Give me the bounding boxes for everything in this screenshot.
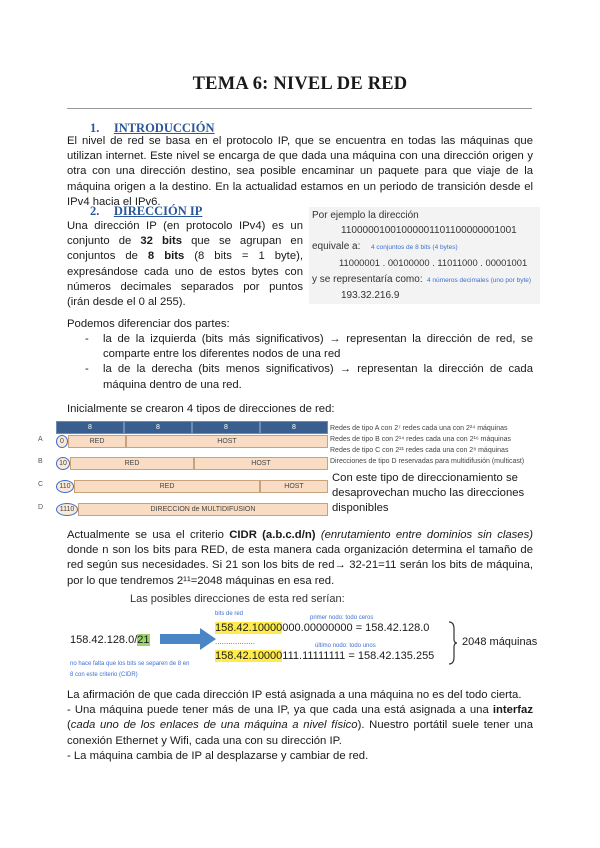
ip-text: Una dirección IP (en protocolo IPv4) es un conjunto de — [67, 220, 303, 248]
class-red-cell: RED — [74, 480, 260, 493]
header-cell: 8 — [192, 421, 260, 434]
ip-example-figure — [309, 207, 540, 304]
first-address-host: 000.00000000 = 158.42.128.0 — [282, 622, 430, 634]
ip-example-binary: 11000001001000001101100000001001 — [341, 225, 517, 236]
class-prefix: 110 — [56, 480, 74, 493]
ip-example-repr-note: 4 números decimales (uno por byte) — [427, 277, 532, 284]
cidr-left-note-text: no hace falta que los bits se separen de 8 en 8 con este criterio (CIDR) — [70, 661, 190, 678]
closing-bold: interfaz — [492, 704, 533, 717]
classes-intro: Inicialmente se crearon 4 tipos de direcciones de red: — [67, 403, 335, 415]
section-number: 2. — [90, 204, 100, 218]
machine-count: 2048 máquinas — [462, 636, 538, 648]
first-address — [215, 622, 429, 634]
cidr-left-note — [70, 657, 190, 679]
closing-line: La afirmación de que cada dirección IP está asignada a una máquina no es del todo cierta. — [67, 689, 522, 701]
class-note: Direcciones de tipo D reservadas para multidifusión (multicast) — [330, 458, 525, 465]
closing-text: ( — [67, 719, 71, 732]
ip-paragraph — [67, 219, 303, 310]
class-prefix: 10 — [56, 457, 70, 470]
cidr-figure-heading: Las posibles direcciones de esta red serían: — [130, 593, 345, 605]
class-letter: B — [38, 458, 43, 465]
ip-example-equiv-note: 4 conjuntos de 8 bits (4 bytes) — [371, 244, 458, 251]
class-multicast-cell: DIRECCION de MULTIDIFUSION — [78, 503, 328, 516]
class-prefix: 1110 — [56, 503, 78, 516]
cidr-text: donde n son los bits para RED, de esta manera cada organización determina el tamaño de red según sus necesidades. Si 21 son los bits de red→ 32-21=11 serán los bits de máquina, por lo que tendremos 2¹¹=2048 máquinas en esa red. — [67, 544, 533, 587]
class-host-cell: HOST — [194, 457, 328, 470]
cidr-bold: CIDR (a.b.c.d/n) — [229, 529, 316, 541]
last-address-net: 158.42.10000 — [215, 650, 283, 662]
list-item-text: la de la izquierda (bits más significativos) → representan la dirección de red, se comparte entre los diferentes nodos de una red — [103, 333, 533, 361]
title-divider — [67, 108, 532, 109]
class-red-cell: RED — [70, 457, 194, 470]
class-row-c — [36, 480, 328, 493]
class-prefix: 0 — [56, 435, 68, 448]
cidr-address — [70, 634, 150, 646]
section-heading-ip — [90, 202, 202, 220]
section-number: 1. — [90, 121, 100, 135]
ip-text: (8 bits = 1 byte), expresándose cada uno de estos bytes con números decimales separados por puntos (irán desde el 0 al 255). — [67, 250, 303, 309]
class-header-row — [56, 421, 328, 434]
class-host-cell: HOST — [126, 435, 328, 448]
header-cell: 8 — [124, 421, 192, 434]
ip-text: que se agrupan en conjuntos de — [67, 235, 303, 263]
class-host-cell: HOST — [260, 480, 328, 493]
first-node-label: primer nodo: todo ceros — [310, 615, 374, 621]
cidr-text: Actualmente se usa el criterio — [67, 529, 230, 541]
closing-text: - Una máquina puede tener más de una IP, ya que cada una está asignada a una — [67, 704, 493, 717]
class-letter: D — [38, 504, 44, 511]
parts-intro: Podemos diferenciar dos partes: — [67, 318, 230, 330]
list-item: - la de la derecha (bits menos significativos) → representan la dirección de cada máquina dentro de una red. — [85, 363, 533, 391]
class-letter: C — [38, 481, 44, 488]
parts-list — [67, 332, 533, 393]
cidr-paragraph — [67, 528, 533, 589]
cidr-italic: (enrutamiento entre dominios sin clases) — [315, 529, 533, 541]
closing-paragraph — [67, 688, 533, 764]
section-title: INTRODUCCIÓN — [113, 121, 215, 135]
class-red-cell: RED — [68, 435, 126, 448]
ip-example-grouped: 11000001 . 00100000 . 11011000 . 00001001 — [339, 257, 528, 268]
class-comment: Con este tipo de direccionamiento se desaprovechan mucho las direcciones disponibles — [332, 472, 525, 515]
class-row-d — [36, 503, 328, 516]
last-address — [215, 650, 434, 662]
class-row-a — [36, 435, 328, 448]
ip-example-equiv-label: equivale a: — [312, 241, 361, 252]
class-note: Redes de tipo A con 2⁷ redes cada una con 2²⁴ máquinas — [330, 425, 508, 432]
last-node-label: último nodo: todo unos — [315, 643, 376, 649]
class-note: Redes de tipo C con 2²¹ redes cada una con 2⁸ máquinas — [330, 447, 509, 454]
closing-italic: cada uno de los enlaces de una máquina a nivel físico — [70, 719, 358, 732]
page-title: TEMA 6: NIVEL DE RED — [192, 74, 408, 94]
header-cell: 8 — [260, 421, 328, 434]
class-notes — [330, 423, 570, 467]
ip-example-repr-label: y se representaría como: — [312, 274, 423, 285]
list-item: - la de la izquierda (bits más significativos) → representan la dirección de red, se comparte entre los diferentes nodos de una red — [85, 333, 533, 361]
section-title: DIRECCIÓN IP — [113, 204, 203, 218]
header-cell: 8 — [56, 421, 124, 434]
class-note: Redes de tipo B con 2¹⁴ redes cada una con 2¹⁶ máquinas — [330, 436, 511, 443]
ip-example-decimal: 193.32.216.9 — [341, 290, 400, 301]
ip-bold-8: 8 bits — [147, 250, 185, 263]
list-item-text: la de la derecha (bits menos significativos) → representan la dirección de cada máquina dentro de una red. — [103, 363, 533, 391]
address-class-table — [36, 421, 328, 521]
cidr-figure — [70, 593, 538, 683]
intro-paragraph: El nivel de red se basa en el protocolo IP, que se encuentra en todas las máquinas que utilizan internet. Este nivel se encarga de que dada una máquina con una dirección origen y otra con una dirección destino, sea posible encaminar un paquete para que viaje de la máquina origen a la destino. En la actualidad estamos en un periodo de transición desde el IPv4 hacia el IPv6. — [67, 135, 533, 208]
ip-bold-32: 32 bits — [140, 235, 183, 248]
class-row-b — [36, 457, 328, 470]
closing-line: - La máquina cambia de IP al desplazarse y cambiar de red. — [67, 749, 369, 762]
cidr-prefix-length: 21 — [137, 634, 150, 646]
cidr-address-base: 158.42.128.0/ — [70, 634, 138, 646]
ip-example-intro: Por ejemplo la dirección — [312, 210, 419, 221]
address-dots: .................. — [215, 637, 256, 646]
class-letter: A — [38, 436, 43, 443]
closing-line — [67, 703, 533, 749]
last-address-host: 111.11111111 = 158.42.135.255 — [282, 650, 435, 662]
arrow-right-icon — [160, 628, 216, 650]
brace-icon — [448, 621, 458, 665]
closing-text: ). Nuestro portátil suele tener una conexión Ethernet y Wifi, cada una con su dirección IP. — [67, 719, 533, 747]
bits-red-label: bits de red — [215, 611, 244, 617]
first-address-net: 158.42.10000 — [215, 622, 283, 634]
